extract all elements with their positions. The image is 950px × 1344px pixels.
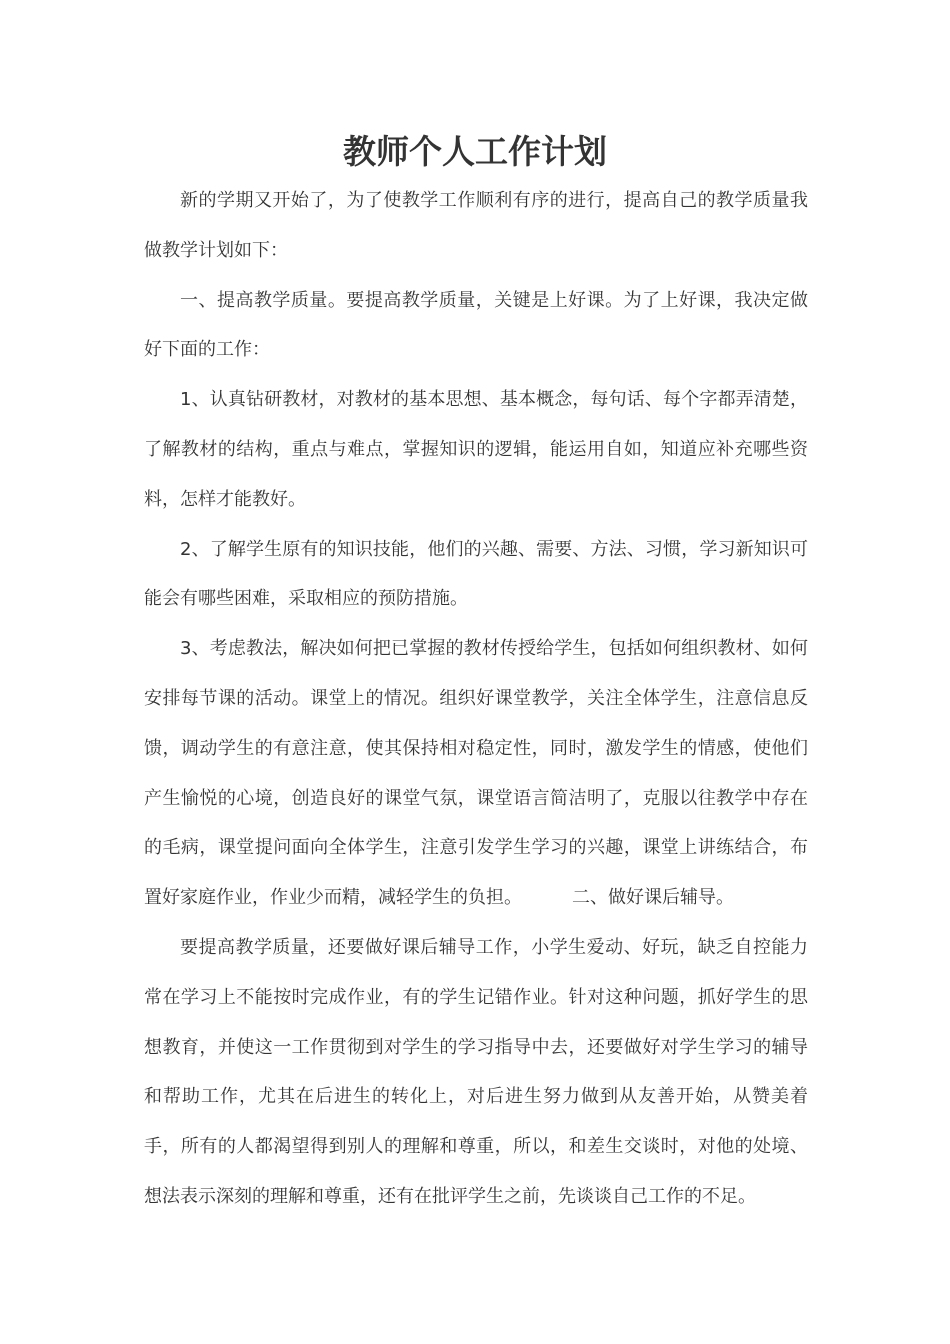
- document-body: [144, 176, 808, 1222]
- paragraph-item-2: 2、了解学生原有的知识技能，他们的兴趣、需要、方法、习惯，学习新知识可能会有哪些困难，采取相应的预防措施。: [144, 538, 808, 610]
- document-title: 教师个人工作计划: [343, 132, 607, 171]
- paragraph-item-1: 1、认真钻研教材，对教材的基本思想、基本概念，每句话、每个字都弄清楚，了解教材的结构，重点与难点，掌握知识的逻辑，能运用自如，知道应补充哪些资料，怎样才能教好。: [144, 389, 808, 510]
- paragraph-item-3-text: 3、考虑教法，解决如何把已掌握的教材传授给学生，包括如何组织教材、如何安排每节课的活动。课堂上的情况。组织好课堂教学，关注全体学生，注意信息反馈，调动学生的有意注意，使其保持相对稳定性，同时，激发学生的情感，使他们产生愉悦的心境，创造良好的课堂气氛，课堂语言简洁明了，克服以往教学中存在的毛病，课堂提问面向全体学生，注意引发学生学习的兴趣，课堂上讲练结合，布置好家庭作业，作业少而精，减轻学生的负担。: [144, 638, 808, 909]
- section-2-heading: 二、做好课后辅导。: [572, 887, 734, 909]
- paragraph-section-2-body: 要提高教学质量，还要做好课后辅导工作，小学生爱动、好玩，缺乏自控能力常在学习上不能按时完成作业，有的学生记错作业。针对这种问题，抓好学生的思想教育，并使这一工作贯彻到对学生的学习指导中去，还要做好对学生学习的辅导和帮助工作，尤其在后进生的转化上，对后进生努力做到从友善开始，从赞美着手，所有的人都渴望得到别人的理解和尊重，所以，和差生交谈时，对他的处境、想法表示深刻的理解和尊重，还有在批评学生之前，先谈谈自己工作的不足。: [144, 936, 808, 1207]
- paragraph-item-3: [144, 624, 808, 923]
- paragraph-section-1-heading: 一、提高教学质量。要提高教学质量，关键是上好课。为了上好课，我决定做好下面的工作：: [144, 289, 808, 361]
- paragraph-intro: 新的学期又开始了，为了使教学工作顺利有序的进行，提高自己的教学质量我做教学计划如下：: [144, 190, 808, 261]
